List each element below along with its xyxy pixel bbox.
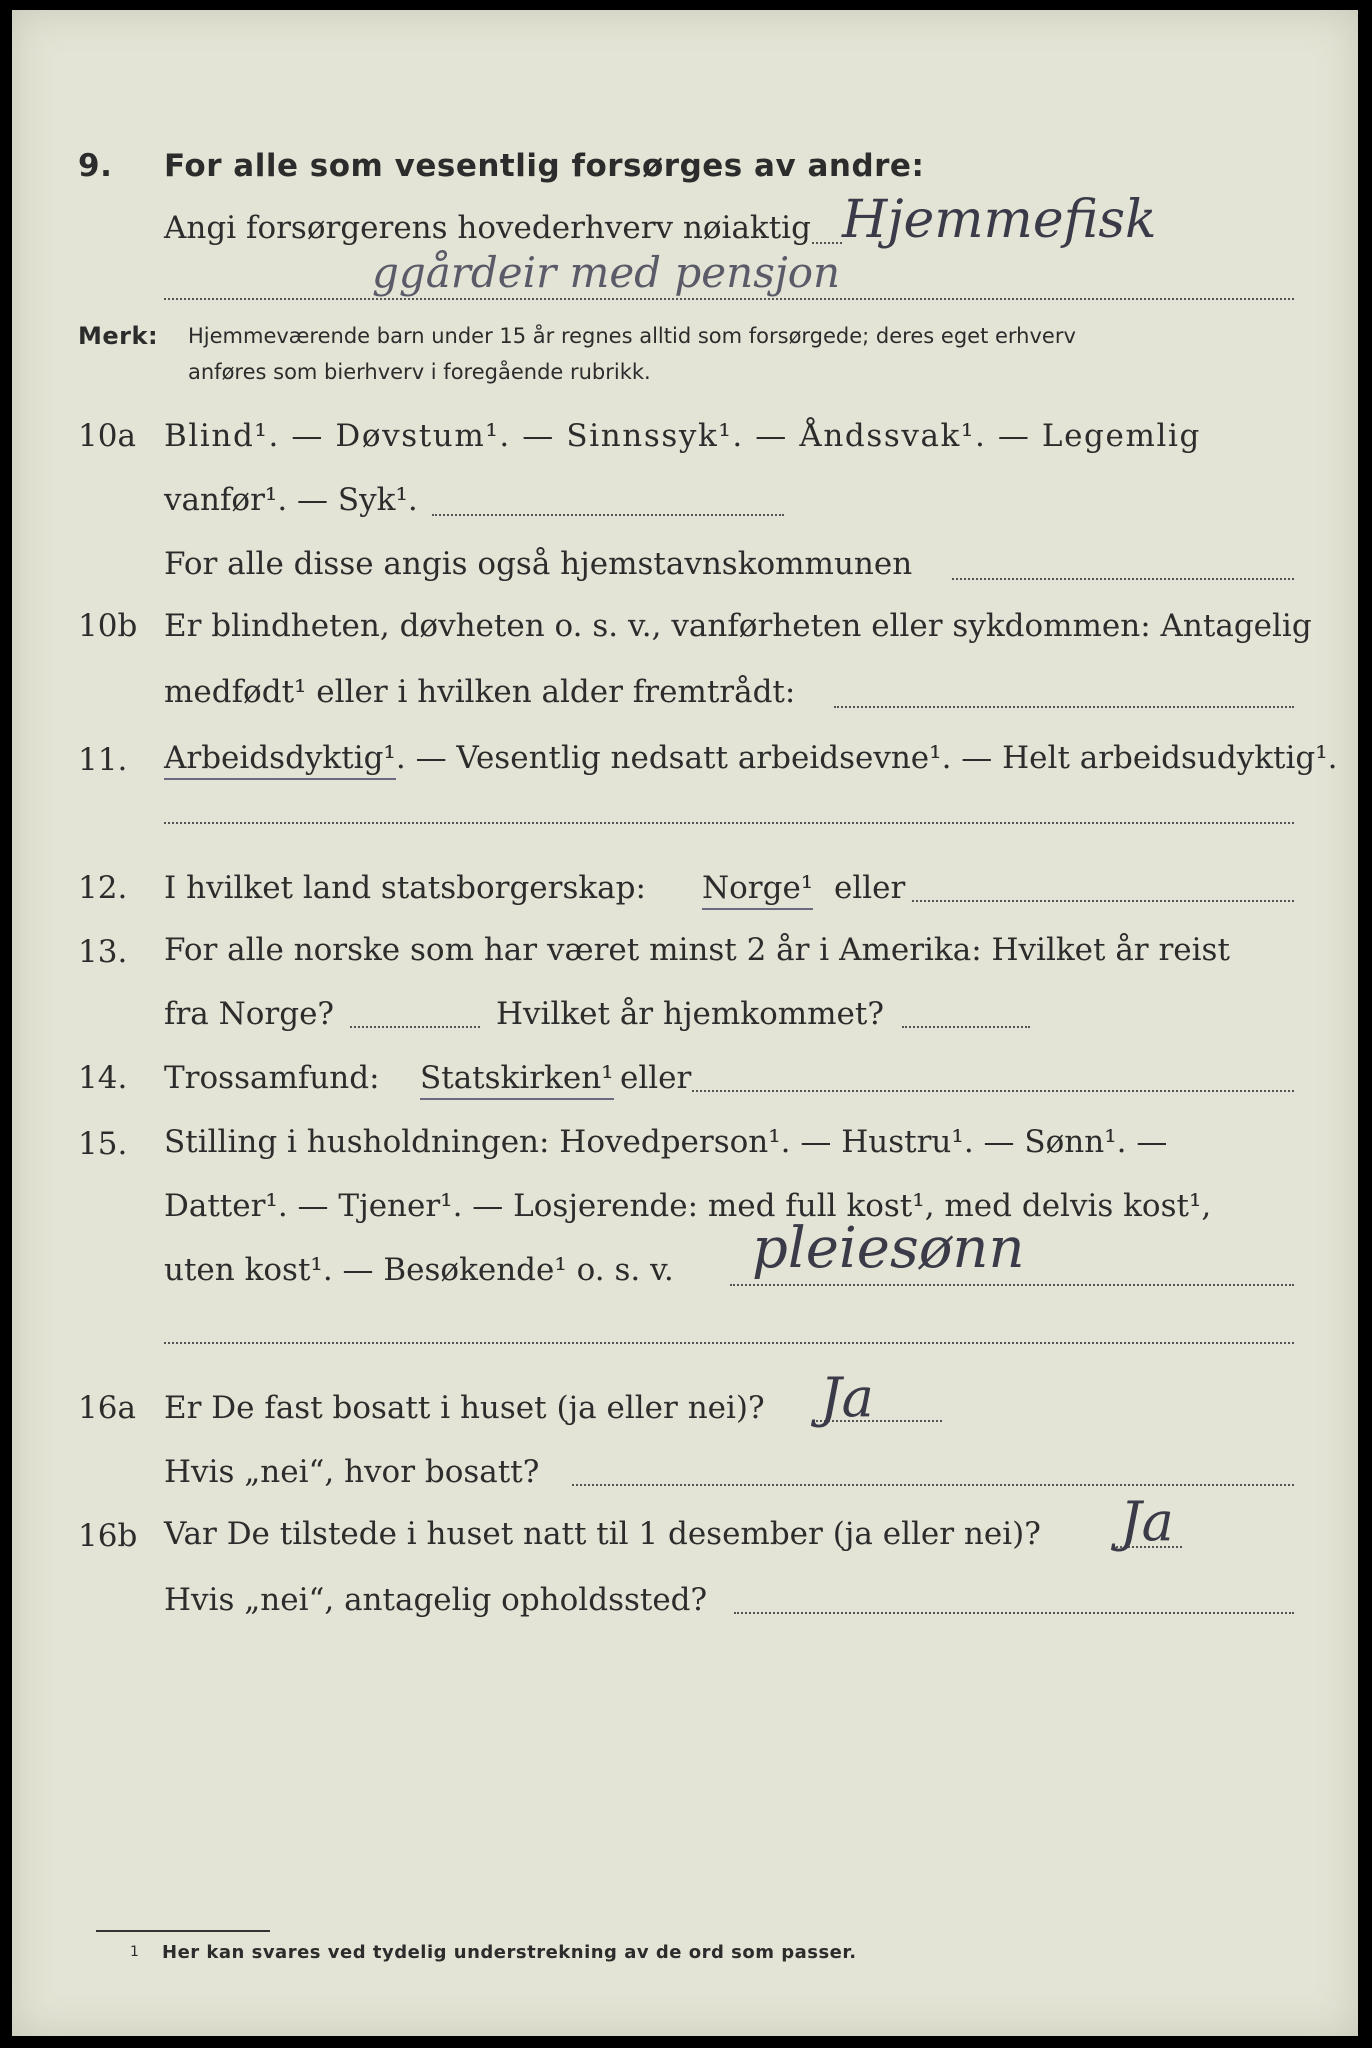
- q9-occupation-label: Angi forsørgerens hovederhverv nøiaktig: [164, 210, 811, 246]
- q11-underlined-option: Arbeidsdyktig¹: [164, 740, 396, 780]
- q13-return-line: [902, 1026, 1030, 1028]
- q14-underlined-option: Statskirken¹: [420, 1060, 614, 1100]
- q11-rest: . — Vesentlig nedsatt arbeidsevne¹. — Helt arbeidsudyktig¹.: [395, 740, 1338, 776]
- q10a-line-3: For alle disse angis også hjemstavnskommunen: [164, 546, 913, 582]
- footnote-text: Her kan svares ved tydelig understrekning av de ord som passer.: [162, 1942, 857, 1963]
- q12-suffix: eller: [834, 870, 906, 906]
- q10b-line-1: Er blindheten, døvheten o. s. v., vanførheten eller sykdommen: Antagelig: [164, 608, 1312, 644]
- q16a-line-1: Er De fast bosatt i huset (ja eller nei)?: [164, 1390, 765, 1426]
- census-form-page: [12, 10, 1358, 2036]
- q16b-line-2: Hvis „nei“, antagelig opholdssted?: [164, 1582, 708, 1618]
- q9-continuation-line: [164, 298, 1294, 300]
- q16b-number: 16b: [78, 1518, 138, 1554]
- q10b-number: 10b: [78, 608, 138, 644]
- q15-number: 15.: [78, 1126, 128, 1162]
- q12-country-line: [912, 900, 1294, 902]
- q16a-residence-line: [572, 1484, 1294, 1486]
- q12-number: 12.: [78, 870, 128, 906]
- q16b-whereabouts-line: [734, 1612, 1294, 1614]
- q14-faith-line: [692, 1090, 1294, 1092]
- q13-number: 13.: [78, 934, 128, 970]
- q9-handwritten-occupation-1: Hjemmefisk: [842, 190, 1157, 250]
- q10a-line-1: Blind¹. — Døvstum¹. — Sinnssyk¹. — Åndssvak¹. — Legemlig: [164, 418, 1201, 454]
- q15-handwritten-position: pleiesønn: [752, 1216, 1025, 1281]
- q11-number: 11.: [78, 742, 128, 778]
- q16b-line-1: Var De tilstede i huset natt til 1 desember (ja eller nei)?: [164, 1516, 1041, 1552]
- q10a-sick-line: [432, 514, 784, 516]
- q14-suffix: eller: [620, 1060, 692, 1096]
- q10a-municipality-line: [952, 578, 1294, 580]
- q15-line-2: Datter¹. — Tjener¹. — Losjerende: med full kost¹, med delvis kost¹,: [164, 1188, 1212, 1224]
- q11-continuation-line: [164, 822, 1294, 824]
- q10b-line-2: medfødt¹ eller i hvilken alder fremtrådt:: [164, 674, 796, 710]
- q9-number: 9.: [78, 148, 113, 184]
- q15-continuation-line: [164, 1342, 1294, 1344]
- q9-heading: For alle som vesentlig forsørges av andre:: [164, 148, 925, 184]
- q12-underlined-option: Norge¹: [702, 870, 813, 910]
- q10a-number: 10a: [78, 418, 136, 454]
- q12-label: I hvilket land statsborgerskap:: [164, 870, 646, 906]
- q10a-line-2: vanfør¹. — Syk¹.: [164, 482, 418, 518]
- q13-left-line: [350, 1026, 480, 1028]
- q15-line-3: uten kost¹. — Besøkende¹ o. s. v.: [164, 1252, 674, 1288]
- q14-number: 14.: [78, 1060, 128, 1096]
- q16b-handwritten-answer: Ja: [1120, 1490, 1174, 1553]
- q15-position-line: [730, 1284, 1294, 1286]
- q9-handwritten-occupation-2: ggårdeir med pensjon: [372, 248, 841, 297]
- q16a-line-2: Hvis „nei“, hvor bosatt?: [164, 1454, 540, 1490]
- q11-text: [164, 740, 1338, 776]
- q13-line-1: For alle norske som har været minst 2 år i Amerika: Hvilket år reist: [164, 932, 1230, 968]
- q13-line-2b: Hvilket år hjemkommet?: [496, 996, 884, 1032]
- q15-line-1: Stilling i husholdningen: Hovedperson¹. — Hustru¹. — Sønn¹. —: [164, 1124, 1168, 1160]
- merk-label: Merk:: [78, 322, 159, 350]
- q16a-handwritten-answer: Ja: [820, 1366, 874, 1429]
- q14-label: Trossamfund:: [164, 1060, 380, 1096]
- q9-occupation-line: [812, 242, 842, 244]
- merk-line-1: Hjemmeværende barn under 15 år regnes alltid som forsørgede; deres eget erhverv: [188, 324, 1076, 348]
- merk-line-2: anføres som bierhverv i foregående rubrikk.: [188, 360, 651, 384]
- q10b-age-line: [834, 706, 1294, 708]
- footnote-divider: [96, 1930, 270, 1932]
- footnote-mark: 1: [130, 1944, 139, 1960]
- q13-line-2a: fra Norge?: [164, 996, 335, 1032]
- q16a-number: 16a: [78, 1390, 136, 1426]
